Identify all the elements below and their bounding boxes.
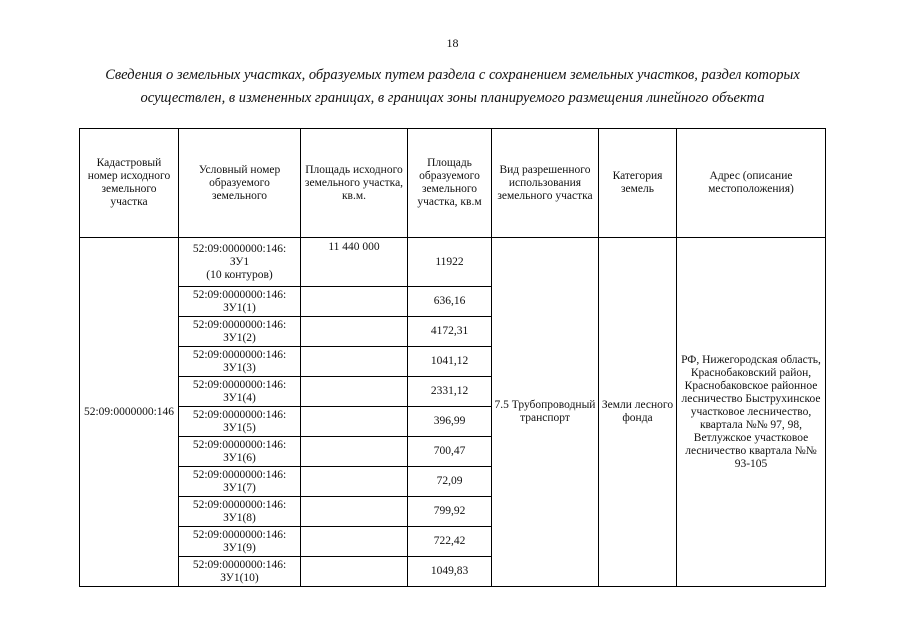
formed-area-cell: 722,42: [408, 527, 492, 557]
conditional-number-suffix: ЗУ1(5): [223, 421, 256, 434]
conditional-number-suffix: ЗУ1: [229, 255, 250, 268]
formed-area-cell: 1041,12: [408, 347, 492, 377]
conditional-number-cell: [179, 407, 301, 437]
conditional-number-code: 52:09:0000000:146:: [192, 378, 287, 391]
table-row: [80, 238, 826, 287]
source-area-empty-cell: [301, 527, 408, 557]
header-source-area: Площадь исходного земельного участка, кв.м.: [301, 129, 408, 238]
source-area-empty-cell: [301, 377, 408, 407]
conditional-number-cell: [179, 317, 301, 347]
conditional-number-suffix: ЗУ1(6): [223, 451, 256, 464]
conditional-number-cell: [179, 437, 301, 467]
formed-area-cell: 1049,83: [408, 557, 492, 587]
formed-area-cell: 2331,12: [408, 377, 492, 407]
conditional-number-cell: [179, 287, 301, 317]
conditional-number-cell: [179, 238, 301, 287]
page-number: 18: [446, 36, 459, 50]
conditional-number-cell: [179, 527, 301, 557]
table-header-row: [80, 129, 826, 238]
conditional-number-suffix: ЗУ1(1): [223, 301, 256, 314]
conditional-number-cell: [179, 497, 301, 527]
formed-area-cell: 700,47: [408, 437, 492, 467]
document-title-line-1: Сведения о земельных участках, образуемых путем раздела с сохранением земельных участков, раздел которых: [105, 67, 800, 83]
conditional-number-code: 52:09:0000000:146:: [192, 468, 287, 481]
source-area-empty-cell: [301, 287, 408, 317]
conditional-number-code: 52:09:0000000:146:: [192, 288, 287, 301]
header-conditional-number: Условный номер образуемого земельного: [179, 129, 301, 238]
conditional-number-cell: [179, 377, 301, 407]
document-title-line-2: осуществлен, в измененных границах, в границах зоны планируемого размещения линейного объекта: [140, 90, 765, 106]
conditional-number-suffix: ЗУ1(4): [223, 391, 256, 404]
address-cell: РФ, Нижегородская область, Краснобаковский район, Краснобаковское районное лесничество Быструхинское участковое лесничество, квартала №№ 97, 98, Ветлужское участковое лесничество квартала №№ 93-105: [677, 238, 826, 587]
conditional-number-code: 52:09:0000000:146:: [192, 318, 287, 331]
formed-area-cell: 799,92: [408, 497, 492, 527]
conditional-number-code: 52:09:0000000:146:: [192, 558, 287, 571]
source-area-empty-cell: [301, 407, 408, 437]
conditional-number-code: 52:09:0000000:146:: [192, 242, 287, 255]
source-area-cell: 11 440 000: [301, 238, 408, 287]
table-body: [80, 238, 826, 587]
conditional-number-suffix: ЗУ1(7): [223, 481, 256, 494]
source-cadastral-cell: 52:09:0000000:146: [80, 238, 179, 587]
formed-area-cell: 4172,31: [408, 317, 492, 347]
conditional-number-code: 52:09:0000000:146:: [192, 408, 287, 421]
conditional-number-cell: [179, 347, 301, 377]
conditional-number-cell: [179, 467, 301, 497]
source-area-empty-cell: [301, 497, 408, 527]
land-plots-table: [79, 128, 826, 587]
source-area-empty-cell: [301, 317, 408, 347]
formed-area-cell: 636,16: [408, 287, 492, 317]
permitted-use-cell: 7.5 Трубопроводный транспорт: [492, 238, 599, 587]
formed-area-cell: 396,99: [408, 407, 492, 437]
conditional-number-suffix: ЗУ1(10): [220, 571, 259, 584]
conditional-number-code: 52:09:0000000:146:: [192, 348, 287, 361]
header-land-category: Категория земель: [599, 129, 677, 238]
conditional-number-suffix: ЗУ1(8): [223, 511, 256, 524]
document-title: [40, 64, 865, 110]
source-area-empty-cell: [301, 437, 408, 467]
conditional-number-suffix: ЗУ1(3): [223, 361, 256, 374]
conditional-number-suffix: ЗУ1(2): [223, 331, 256, 344]
header-source-cadastral: Кадастровый номер исходного земельного участка: [80, 129, 179, 238]
source-area-empty-cell: [301, 347, 408, 377]
formed-area-cell: 11922: [408, 238, 492, 287]
conditional-number-suffix: ЗУ1(9): [223, 541, 256, 554]
header-address: Адрес (описание местоположения): [677, 129, 826, 238]
conditional-number-code: 52:09:0000000:146:: [192, 438, 287, 451]
conditional-number-cell: [179, 557, 301, 587]
header-permitted-use: Вид разрешенного использования земельного участка: [492, 129, 599, 238]
header-formed-area: Площадь образуемого земельного участка, кв.м: [408, 129, 492, 238]
formed-area-cell: 72,09: [408, 467, 492, 497]
conditional-number-note: (10 контуров): [206, 268, 273, 281]
conditional-number-code: 52:09:0000000:146:: [192, 498, 287, 511]
source-area-empty-cell: [301, 557, 408, 587]
source-area-empty-cell: [301, 467, 408, 497]
land-category-cell: Земли лесного фонда: [599, 238, 677, 587]
conditional-number-code: 52:09:0000000:146:: [192, 528, 287, 541]
